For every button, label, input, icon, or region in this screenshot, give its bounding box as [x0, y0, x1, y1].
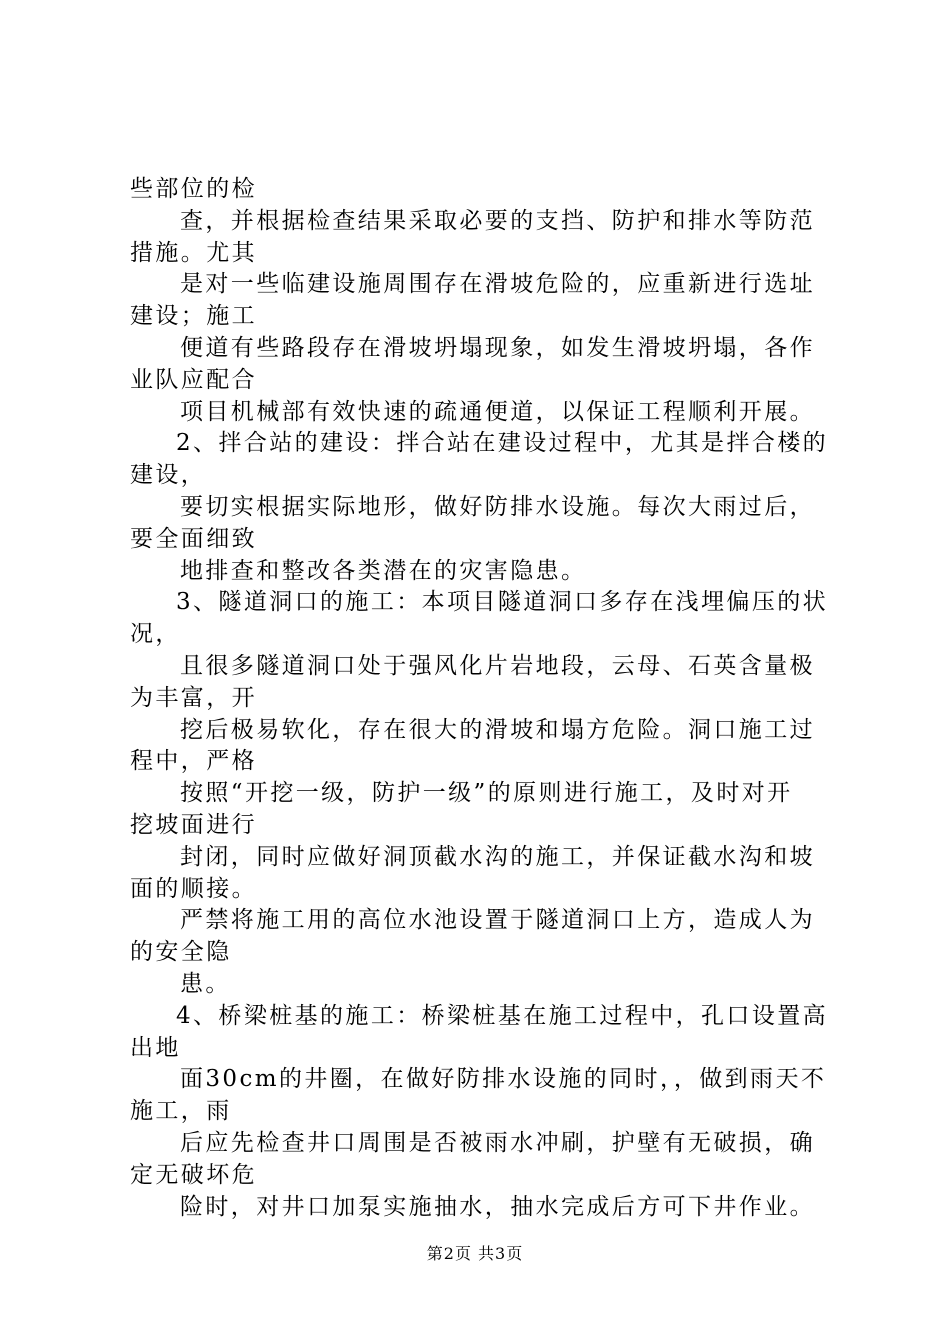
text-line: 患。: [180, 970, 231, 997]
text-line: 要全面细致: [130, 525, 257, 552]
text-line: 后应先检查井口周围是否被雨水冲刷，护壁有无破损，确: [180, 1129, 815, 1156]
text-line: 定无破坏危: [130, 1161, 257, 1188]
text-line: 建设；施工: [130, 303, 257, 330]
text-line: 要切实根据实际地形，做好防排水设施。每次大雨过后，: [180, 493, 815, 520]
text-line: 出地: [130, 1034, 181, 1061]
text-line: 是对一些临建设施周围存在滑坡危险的，应重新进行选址: [180, 271, 815, 298]
text-line: 面30cm的井圈，在做好防排水设施的同时，，做到雨天不: [180, 1066, 827, 1093]
text-line: 挖坡面进行: [130, 811, 257, 838]
text-line: 便道有些路段存在滑坡坍塌现象，如发生滑坡坍塌，各作: [180, 334, 815, 361]
document-body: [130, 174, 850, 1223]
text-line: 封闭，同时应做好洞顶截水沟的施工，并保证截水沟和坡: [180, 843, 815, 870]
text-line: 的安全隐: [130, 939, 232, 966]
text-line: 3、隧道洞口的施工：本项目隧道洞口多存在浅埋偏压的状: [176, 589, 829, 616]
text-line: 况，: [130, 621, 181, 648]
text-line: 挖后极易软化，存在很大的滑坡和塌方危险。洞口施工过: [180, 716, 815, 743]
text-line: 程中，严格: [130, 748, 257, 775]
text-line: 严禁将施工用的高位水池设置于隧道洞口上方，造成人为: [180, 907, 815, 934]
text-line: 为丰富，开: [130, 684, 257, 711]
text-line: 措施。尤其: [130, 239, 257, 266]
text-line: 按照“开挖一级，防护一级”的原则进行施工，及时对开: [180, 780, 793, 807]
text-line: 险时，对井口加泵实施抽水，抽水完成后方可下井作业。: [180, 1193, 815, 1220]
text-line: 4、桥梁桩基的施工：桥梁桩基在施工过程中，孔口设置高: [176, 1002, 829, 1029]
text-line: 2、拌合站的建设：拌合站在建设过程中，尤其是拌合楼的: [176, 430, 829, 457]
text-line: 建设，: [130, 462, 207, 489]
text-line: 项目机械部有效快速的疏通便道，以保证工程顺利开展。: [180, 398, 815, 425]
text-line: 查，并根据检查结果采取必要的支挡、防护和排水等防范: [180, 207, 815, 234]
text-line: 且很多隧道洞口处于强风化片岩地段，云母、石英含量极: [180, 652, 815, 679]
page-footer: 第2页 共3页: [426, 1244, 524, 1263]
text-line: 业队应配合: [130, 366, 257, 393]
text-line: 施工，雨: [130, 1098, 232, 1125]
text-line: 地排查和整改各类潜在的灾害隐患。: [180, 557, 587, 584]
text-line: 些部位的检: [130, 176, 257, 202]
text-line: 面的顺接。: [130, 875, 257, 902]
